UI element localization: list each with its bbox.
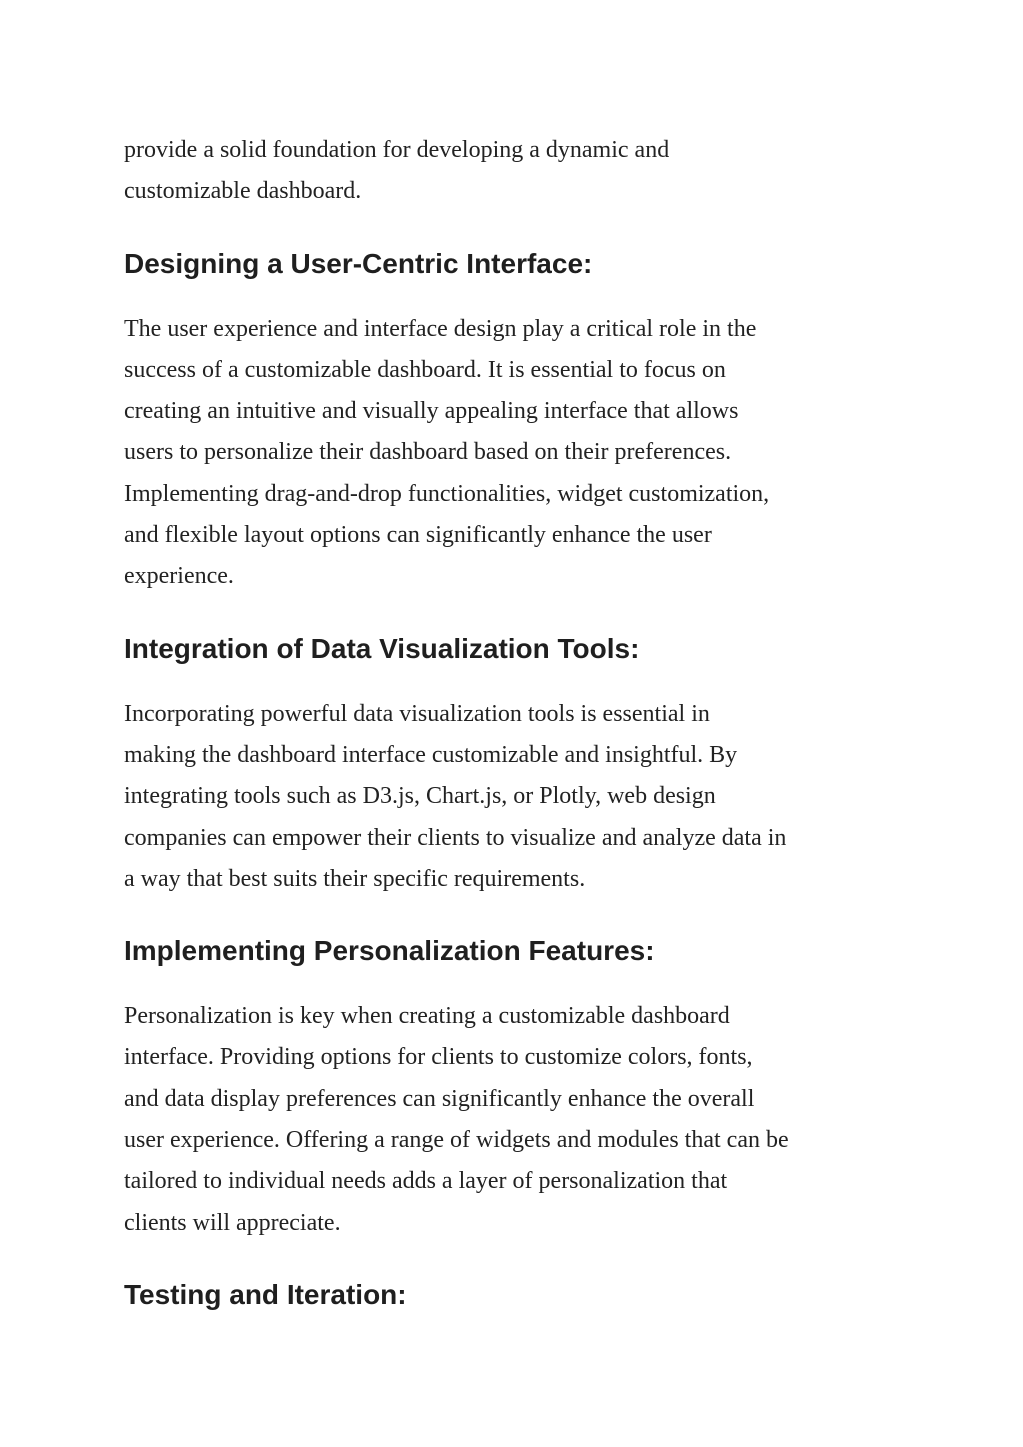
section-heading-personalization-features: Implementing Personalization Features: — [124, 935, 655, 967]
section-body-data-visualization-tools: Incorporating powerful data visualization tools is essential in making the dashboard interface customizable and insightful. By integrating tools such as D3.js, Chart.js, or Plotly, web design companies can empower their clients to visualize and analyze data in a way that best suits their specific requirements. — [124, 700, 787, 892]
document-page — [124, 130, 914, 1312]
section-body-user-centric-interface: The user experience and interface design play a critical role in the success of a customizable dashboard. It is essential to focus on creating an intuitive and visually appealing interface that allows users to personalize their dashboard based on their preferences. Implementing drag-and-drop functionalities, widget customization, and flexible layout options can significantly enhance the user experience. — [124, 315, 770, 590]
section-heading-data-visualization-tools: Integration of Data Visualization Tools: — [124, 632, 640, 664]
section-heading-testing-and-iteration: Testing and Iteration: — [124, 1278, 407, 1310]
section-body-personalization-features: Personalization is key when creating a customizable dashboard interface. Providing options for clients to customize colors, fonts, and data display preferences can significantly enhance the overall user experience. Offering a range of widgets and modules that can be tailored to individual needs adds a layer of personalization that clients will appreciate. — [124, 1003, 789, 1236]
section-heading-user-centric-interface: Designing a User-Centric Interface: — [124, 247, 593, 279]
intro-paragraph: provide a solid foundation for developing a dynamic and customizable dashboard. — [124, 137, 670, 205]
